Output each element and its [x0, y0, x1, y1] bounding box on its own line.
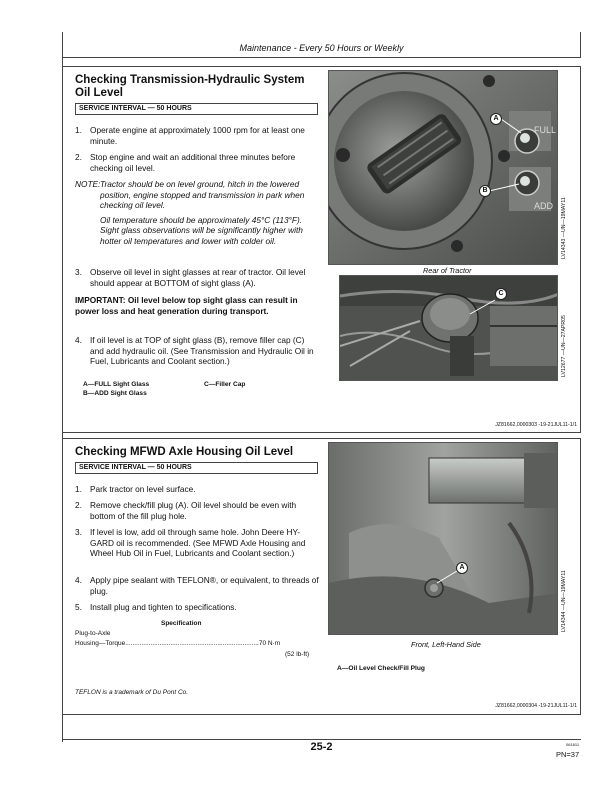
footer-code: 061811 [566, 742, 580, 747]
footer-rule [62, 739, 581, 740]
step-1: 1. Operate engine at approximately 1000 rpm for at least one minute. [75, 125, 305, 146]
photo2-code: LV12677 —UN—27APR05 [561, 315, 567, 377]
legend-left: A—FULL Sight Glass B—ADD Sight Glass [83, 381, 150, 397]
add-label: ADD [534, 201, 554, 211]
step-4: 4. If oil level is at TOP of sight glass (B), remove filler cap (C) and add hydraulic oil. (See Transmission and Hydraulic Oil in Fuel, Lubricants and Coolant section.) [75, 335, 314, 366]
callout-a: A [456, 562, 468, 574]
photo1-caption: Rear of Tractor [423, 266, 472, 275]
filler-cap-illustration [340, 276, 558, 381]
photo1-code: LV14343 —UN—19MAY11 [561, 197, 567, 259]
spec-line-3: (52 lb-ft) [285, 651, 310, 658]
photo-filler-cap [339, 275, 558, 381]
spec-line-1: Plug-to-Axle [75, 630, 111, 637]
service-interval: SERVICE INTERVAL — 50 HOURS [75, 462, 318, 474]
header-rule [62, 57, 581, 58]
step-3: 3. If level is low, add oil through same hole. John Deere HY-GARD oil is recommended. (See MFWD Axle Housing and Wheel Hub Oil in Fuel, Lubricants and Coolant section.) [75, 527, 306, 558]
section-title: Checking MFWD Axle Housing Oil Level [75, 446, 294, 458]
section-transmission-oil [62, 66, 581, 433]
full-label: FULL [534, 125, 557, 135]
service-interval: SERVICE INTERVAL — 50 HOURS [75, 103, 318, 115]
photo-rear-tractor [328, 70, 558, 265]
section-ref: JZ81662,0000304 -19-21JUL11-1/1 [495, 703, 577, 709]
step-5: 5. Install plug and tighten to specifications. [75, 602, 237, 612]
step-3: 3. Observe oil level in sight glasses at rear of tractor. Oil level should appear at BOTTOM of sight glass (A). [75, 267, 306, 288]
callout-c: C [495, 288, 507, 300]
footer-pn: PN=37 [556, 750, 580, 759]
step-1: 1. Park tractor on level surface. [75, 484, 196, 494]
legend-a: A—Oil Level Check/Fill Plug [337, 665, 425, 672]
rear-tractor-illustration [329, 71, 558, 265]
page-number: 25-2 [310, 741, 333, 753]
callout-a: A [490, 113, 502, 125]
section-title: Checking Transmission-Hydraulic System Oil Level [75, 74, 305, 99]
important-notice: IMPORTANT: Oil level below top sight glass can result in power loss and heat generation during transport. [75, 295, 298, 316]
photo-mfwd-axle [328, 442, 558, 635]
step-2: 2. Stop engine and wait an additional three minutes before checking oil level. [75, 152, 296, 173]
spec-title: Specification [161, 620, 202, 627]
spec-line-2: Housing—Torque..........................................................................70 N·m [75, 640, 281, 647]
legend-right: C—Filler Cap [204, 381, 246, 388]
step-2: 2. Remove check/fill plug (A). Oil level should be even with bottom of the fill plug hole. [75, 500, 297, 521]
section-mfwd-axle [62, 438, 581, 715]
section-ref: JZ81662,0000303 -19-21JUL11-1/1 [495, 422, 577, 428]
note: NOTE: Tractor should be on level ground, hitch in the lowered position, engine stopped and transmission in park when checking oil level. Oil temperature should be approximately 45°C (113°F). Sight glass observations will be significantly higher with hotter oil temperatures and lower with colder oil. [75, 179, 305, 246]
photo-code: LV14344 —UN—19MAY11 [561, 570, 567, 632]
trademark-note: TEFLON is a trademark of Du Pont Co. [75, 689, 189, 696]
callout-b: B [479, 185, 491, 197]
page-header: Maintenance - Every 50 Hours or Weekly [239, 43, 404, 53]
photo-caption: Front, Left-Hand Side [411, 640, 481, 649]
step-4: 4. Apply pipe sealant with TEFLON®, or equivalent, to threads of plug. [75, 575, 319, 596]
axle-housing-illustration [329, 443, 558, 635]
